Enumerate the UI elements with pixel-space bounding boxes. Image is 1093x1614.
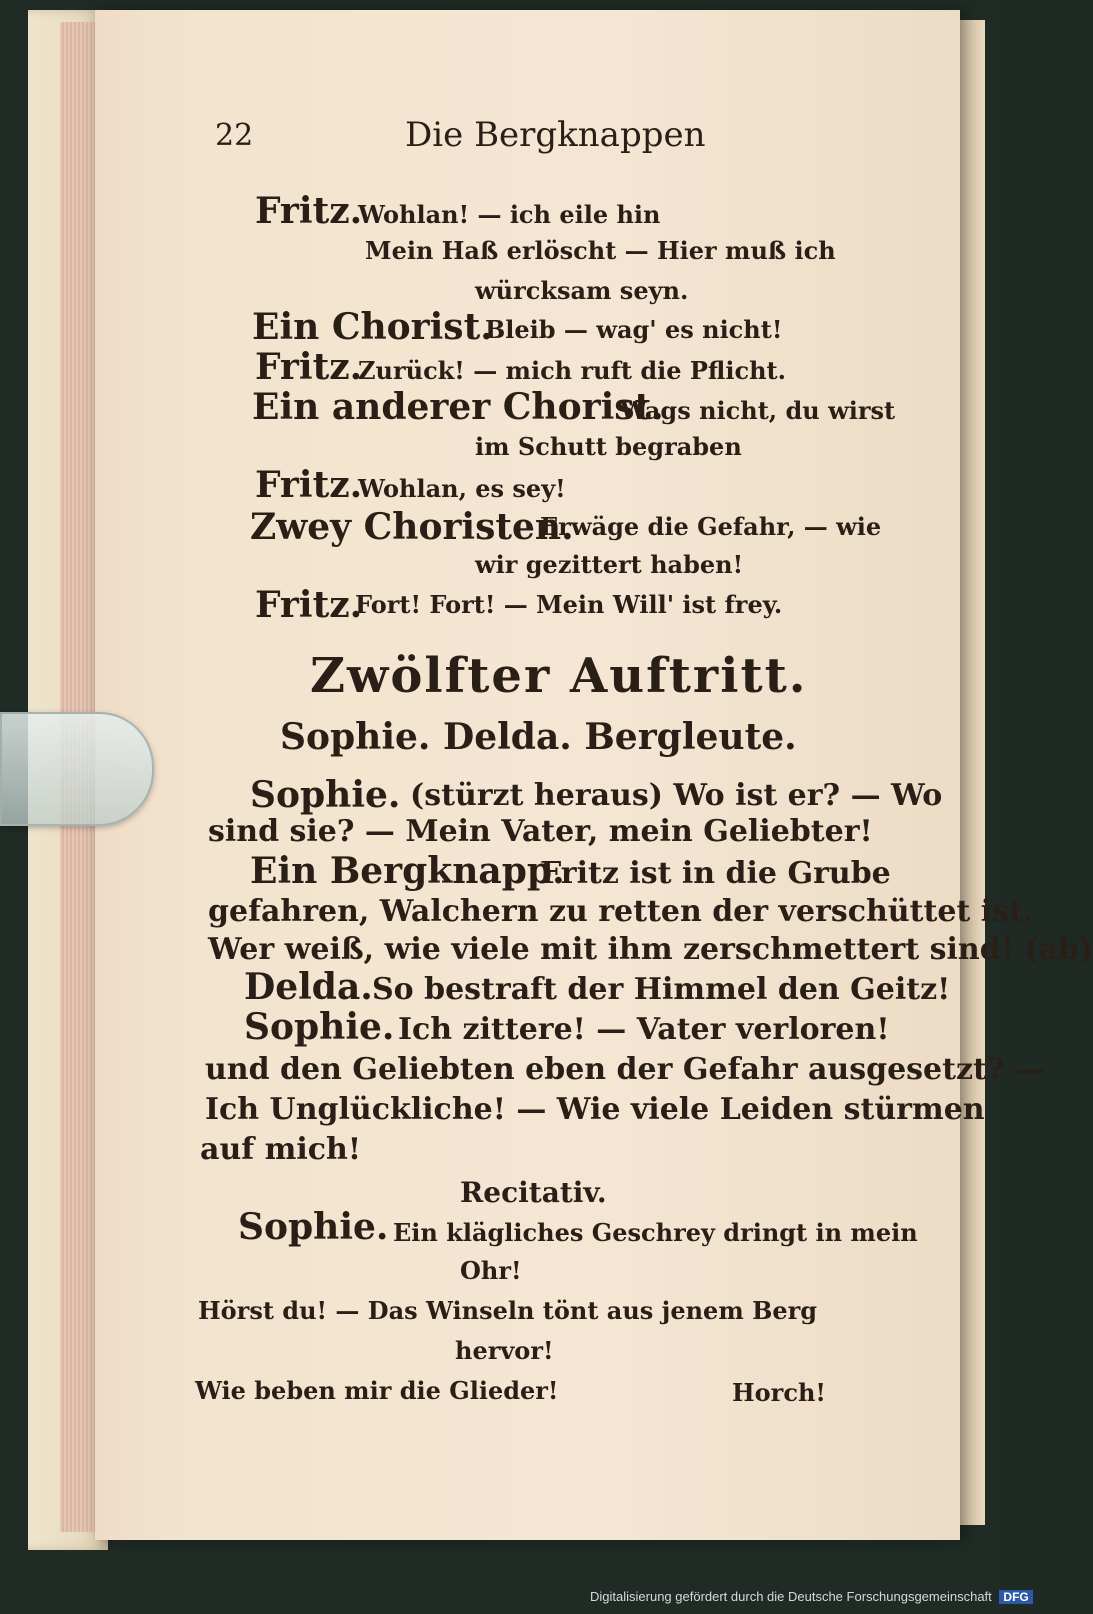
dialogue-text: und den Geliebten eben der Gefahr ausgesetzt? — — [205, 1052, 1045, 1087]
speaker-label: Zwey Choristen. — [250, 506, 574, 548]
dialogue-text: Wer weiß, wie viele mit ihm zerschmettert sind! (ab) — [208, 932, 1093, 967]
line-text: Wags nicht, du wirst — [620, 396, 896, 425]
dialogue-text: Fritz ist in die Grube — [540, 856, 891, 891]
dfg-logo: DFG — [999, 1590, 1032, 1604]
speaker-label: Sophie. — [238, 1206, 389, 1248]
running-title: Die Bergknappen — [405, 115, 706, 155]
speaker-label: Ein anderer Chorist. — [252, 386, 664, 428]
dialogue-text: So bestraft der Himmel den Geitz! — [372, 972, 951, 1007]
dialogue-text: (stürzt heraus) Wo ist er? — Wo — [410, 778, 943, 813]
speaker-label: Sophie. — [250, 774, 401, 816]
speaker-label: Sophie. — [244, 1006, 395, 1048]
speaker-label: Fritz. — [255, 584, 363, 626]
speaker-label: Fritz. — [255, 464, 363, 506]
dialogue-text: sind sie? — Mein Vater, mein Geliebter! — [208, 814, 873, 849]
speaker-label: Ein Chorist. — [252, 306, 493, 348]
page-number: 22 — [215, 118, 254, 153]
line-text: im Schutt begraben — [475, 432, 742, 461]
line-text: Wohlan! — ich eile hin — [358, 200, 661, 229]
recitativ-text: Ein klägliches Geschrey dringt in mein — [393, 1218, 918, 1247]
recitativ-text: Wie beben mir die Glieder! — [195, 1376, 559, 1405]
recitativ-text: hervor! — [455, 1336, 554, 1365]
recitativ-text: Horch! — [732, 1378, 826, 1407]
dialogue-text: Ich zittere! — Vater verloren! — [398, 1012, 890, 1047]
dialogue-text: gefahren, Walchern zu retten der verschüttet ist. — [208, 894, 1034, 929]
line-text: Zurück! — mich ruft die Pflicht. — [358, 356, 786, 385]
line-text: Mein Haß erlöscht — Hier muß ich — [365, 236, 836, 265]
digitization-credit — [590, 1589, 1033, 1604]
recitativ-text: Hörst du! — Das Winseln tönt aus jenem Berg — [198, 1296, 818, 1325]
recitativ-text: Ohr! — [460, 1256, 522, 1285]
line-text: würcksam seyn. — [475, 276, 689, 305]
line-text: Erwäge die Gefahr, — wie — [540, 512, 882, 541]
dialogue-text: Ich Unglückliche! — Wie viele Leiden stürmen — [205, 1092, 985, 1127]
recitativ-title: Recitativ. — [460, 1176, 607, 1209]
page-clip — [0, 712, 154, 826]
scene-heading: Zwölfter Auftritt. — [310, 648, 808, 704]
line-text: Bleib — wag' es nicht! — [485, 315, 783, 344]
credit-text: Digitalisierung gefördert durch die Deutsche Forschungsgemeinschaft — [590, 1589, 992, 1604]
line-text: Wohlan, es sey! — [358, 474, 566, 503]
speaker-label: Fritz. — [255, 346, 363, 388]
scene-characters: Sophie. Delda. Bergleute. — [280, 716, 797, 758]
speaker-label: Delda. — [244, 966, 373, 1008]
speaker-label: Fritz. — [255, 190, 363, 232]
speaker-label: Ein Bergknapp. — [250, 850, 565, 892]
line-text: Fort! Fort! — Mein Will' ist frey. — [355, 590, 783, 619]
dialogue-text: auf mich! — [200, 1132, 361, 1167]
line-text: wir gezittert haben! — [475, 550, 744, 579]
